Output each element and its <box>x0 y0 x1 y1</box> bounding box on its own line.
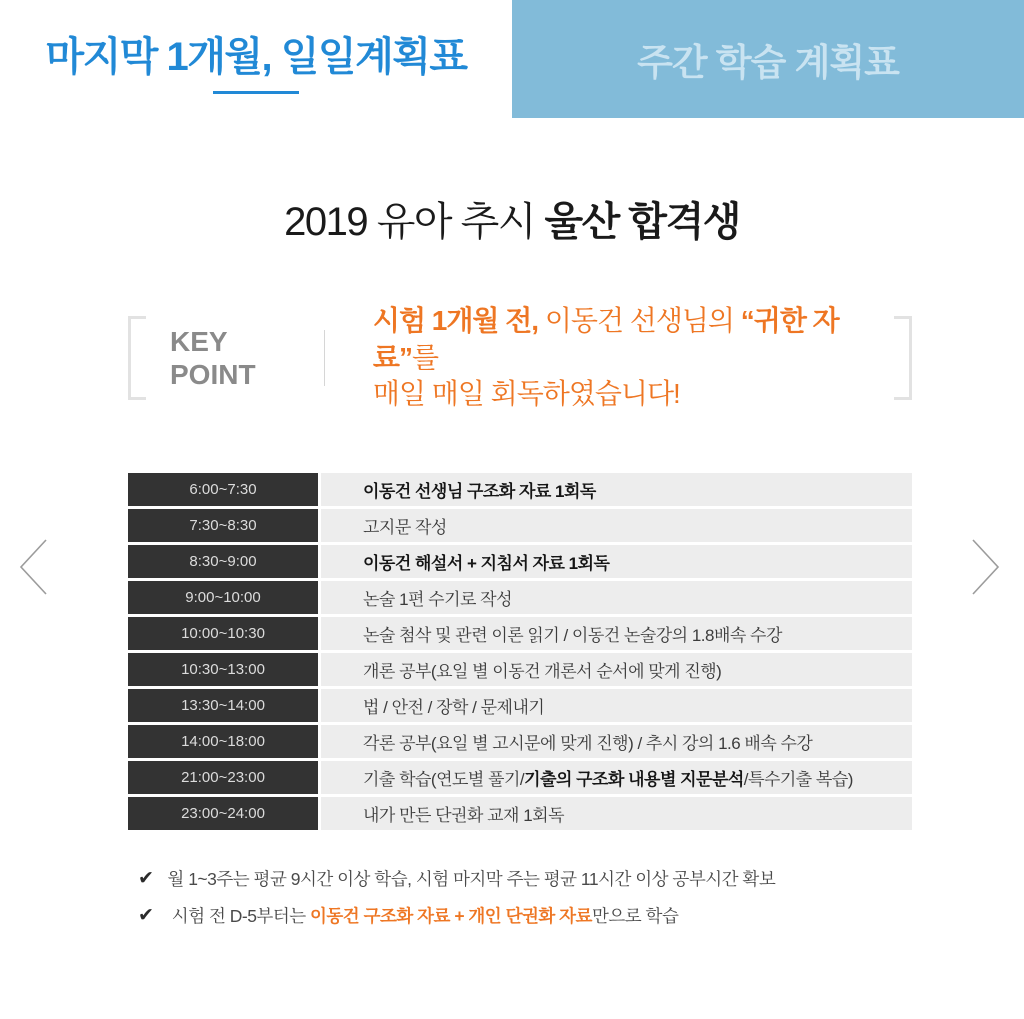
key-point-divider <box>324 330 325 386</box>
activity-cell: 법 / 안전 / 장학 / 문제내기 <box>321 689 912 722</box>
activity-cell: 이동건 해설서 + 지침서 자료 1회독 <box>321 545 912 578</box>
active-tab-underline <box>213 91 299 94</box>
checkmark-icon: ✔ <box>138 867 154 889</box>
key-point-label-line2: POINT <box>170 359 256 390</box>
footer-notes <box>138 866 918 940</box>
time-slot-cell: 7:30~8:30 <box>128 509 318 542</box>
key-point-label <box>170 325 280 391</box>
bracket-left-decoration <box>128 316 146 400</box>
time-slot-cell: 23:00~24:00 <box>128 797 318 830</box>
schedule-row <box>128 545 912 578</box>
activity-cell: 이동건 선생님 구조화 자료 1회독 <box>321 473 912 506</box>
tab-daily-plan-label: 마지막 1개월, 일일계획표 <box>45 34 467 79</box>
page-title-regular: 2019 유아 추시 <box>284 200 545 244</box>
key-point-message-line2: 매일 매일 회독하였습니다! <box>372 378 680 410</box>
bracket-right-decoration <box>894 316 912 400</box>
schedule-row <box>128 761 912 794</box>
daily-schedule-table <box>128 473 912 833</box>
activity-cell: 각론 공부(요일 별 고시문에 맞게 진행) / 추시 강의 1.6 배속 수강 <box>321 725 912 758</box>
schedule-row <box>128 617 912 650</box>
time-slot-cell: 21:00~23:00 <box>128 761 318 794</box>
time-slot-cell: 14:00~18:00 <box>128 725 318 758</box>
schedule-row <box>128 509 912 542</box>
checkmark-icon: ✔ <box>138 904 154 926</box>
schedule-row <box>128 797 912 830</box>
time-slot-cell: 10:00~10:30 <box>128 617 318 650</box>
tab-weekly-plan-label: 주간 학습 계획표 <box>637 42 899 83</box>
activity-cell: 기출 학습(연도별 풀기/ 기출의 구조화 내용별 지문분석 /특수기출 복습) <box>321 761 912 794</box>
prev-arrow-button[interactable] <box>17 538 49 596</box>
time-slot-cell: 6:00~7:30 <box>128 473 318 506</box>
schedule-row <box>128 689 912 722</box>
page-title-bold: 울산 합격생 <box>544 200 740 244</box>
next-arrow-button[interactable] <box>970 538 1002 596</box>
note-item <box>138 903 918 927</box>
tab-daily-plan[interactable] <box>0 0 512 118</box>
key-point-label-line1: KEY <box>170 325 228 357</box>
key-point-message <box>373 303 894 412</box>
schedule-row <box>128 653 912 686</box>
chevron-left-icon <box>17 538 49 596</box>
chevron-right-icon <box>970 538 1002 596</box>
activity-cell: 논술 1편 수기로 작성 <box>321 581 912 614</box>
activity-cell: 내가 만든 단권화 교재 1회독 <box>321 797 912 830</box>
key-point-message-line1: 시험 1개월 전, 이동건 선생님의 “귀한 자료”를 <box>372 305 839 373</box>
schedule-row <box>128 581 912 614</box>
tab-weekly-plan[interactable] <box>512 0 1024 118</box>
schedule-row <box>128 725 912 758</box>
key-point-callout <box>128 305 912 410</box>
time-slot-cell: 13:30~14:00 <box>128 689 318 722</box>
header-tabs <box>0 0 1024 118</box>
schedule-row <box>128 473 912 506</box>
activity-cell: 개론 공부(요일 별 이동건 개론서 순서에 맞게 진행) <box>321 653 912 686</box>
note-text: 시험 전 D-5부터는 이동건 구조화 자료 + 개인 단권화 자료만으로 학습 <box>167 905 679 926</box>
activity-cell: 논술 첨삭 및 관련 이론 읽기 / 이동건 논술강의 1.8배속 수강 <box>321 617 912 650</box>
time-slot-cell: 8:30~9:00 <box>128 545 318 578</box>
note-item <box>138 866 918 890</box>
time-slot-cell: 10:30~13:00 <box>128 653 318 686</box>
note-text: 월 1~3주는 평균 9시간 이상 학습, 시험 마지막 주는 평균 11시간 이상 공부시간 확보 <box>167 868 776 889</box>
time-slot-cell: 9:00~10:00 <box>128 581 318 614</box>
page-title <box>0 190 1024 247</box>
activity-cell: 고지문 작성 <box>321 509 912 542</box>
